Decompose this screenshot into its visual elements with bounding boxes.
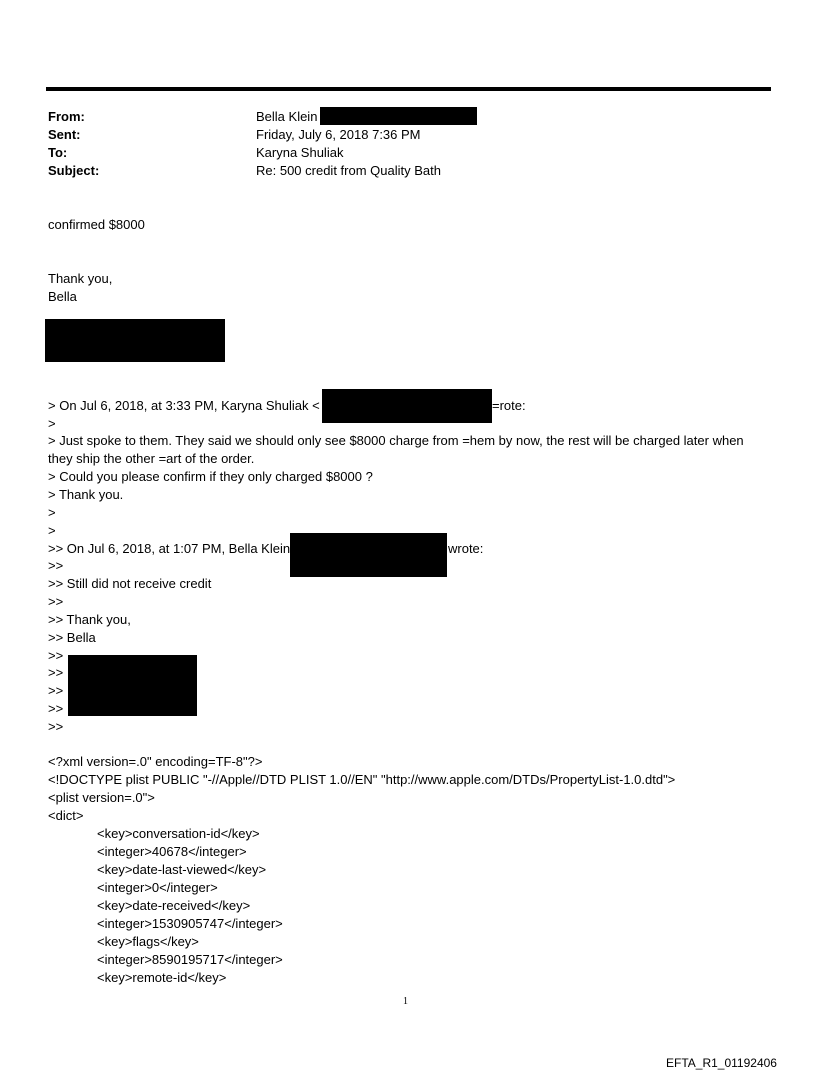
quote-line: >> <box>48 719 64 734</box>
quote-line: >> Bella <box>48 630 96 645</box>
to-value: Karyna Shuliak <box>256 145 344 160</box>
xml-entry: <integer>0</integer> <box>97 880 218 895</box>
quote-line: they ship the other =art of the order. <box>48 451 255 466</box>
quote-line: > <box>48 416 56 431</box>
redaction-box <box>68 655 197 716</box>
xml-doctype: <!DOCTYPE plist PUBLIC "-//Apple//DTD PLIST 1.0//EN" "http://www.apple.com/DTDs/PropertyList-1.0.dtd"> <box>48 772 676 787</box>
redaction-box <box>322 389 492 423</box>
body-confirmed: confirmed $8000 <box>48 217 145 232</box>
xml-entry: <integer>40678</integer> <box>97 844 247 859</box>
xml-entry: <integer>1530905747</integer> <box>97 916 283 931</box>
quote-line: >> <box>48 594 64 609</box>
xml-entry: <key>date-last-viewed</key> <box>97 862 267 877</box>
subject-label: Subject: <box>48 163 100 178</box>
redaction-box <box>320 107 477 125</box>
sent-value: Friday, July 6, 2018 7:36 PM <box>256 127 421 142</box>
page-number: 1 <box>403 996 408 1007</box>
quote-line: > Just spoke to them. They said we should only see $8000 charge from =hem by now, the rest will be charged later when <box>48 433 744 448</box>
quote-line: >> <box>48 648 64 663</box>
xml-entry: <integer>8590195717</integer> <box>97 952 283 967</box>
redaction-box <box>290 533 447 577</box>
subject-value: Re: 500 credit from Quality Bath <box>256 163 441 178</box>
quote-line: > Could you please confirm if they only charged $8000 ? <box>48 469 373 484</box>
quote-line: =rote: <box>492 398 526 413</box>
xml-plist-open: <plist version=.0"> <box>48 790 155 805</box>
body-thanks: Thank you, <box>48 271 113 286</box>
quote-line: >> Still did not receive credit <box>48 576 212 591</box>
to-label: To: <box>48 145 68 160</box>
quote-line: >> Thank you, <box>48 612 131 627</box>
body-signature: Bella <box>48 289 77 304</box>
quote-line: >> <box>48 701 64 716</box>
header-rule <box>46 87 771 91</box>
xml-entry: <key>flags</key> <box>97 934 199 949</box>
xml-entry: <key>date-received</key> <box>97 898 251 913</box>
quote-line: > <box>48 523 56 538</box>
quote-line: > Thank you. <box>48 487 124 502</box>
quote-line: wrote: <box>448 541 484 556</box>
quote-line: >> <box>48 665 64 680</box>
quote-line: > On Jul 6, 2018, at 3:33 PM, Karyna Shuliak < <box>48 398 320 413</box>
quote-line: > <box>48 505 56 520</box>
from-label: From: <box>48 109 85 124</box>
quote-line: >> <box>48 558 64 573</box>
from-value: Bella Klein <box>256 109 318 124</box>
quote-line: >> On Jul 6, 2018, at 1:07 PM, Bella Klein <box>48 541 291 556</box>
xml-dict-open: <dict> <box>48 808 84 823</box>
xml-entry: <key>conversation-id</key> <box>97 826 260 841</box>
xml-entry: <key>remote-id</key> <box>97 970 227 985</box>
xml-declaration: <?xml version=.0" encoding=TF-8"?> <box>48 754 263 769</box>
quote-line: >> <box>48 683 64 698</box>
document-id: EFTA_R1_01192406 <box>666 1056 777 1070</box>
sent-label: Sent: <box>48 127 81 142</box>
redaction-box <box>45 319 225 362</box>
